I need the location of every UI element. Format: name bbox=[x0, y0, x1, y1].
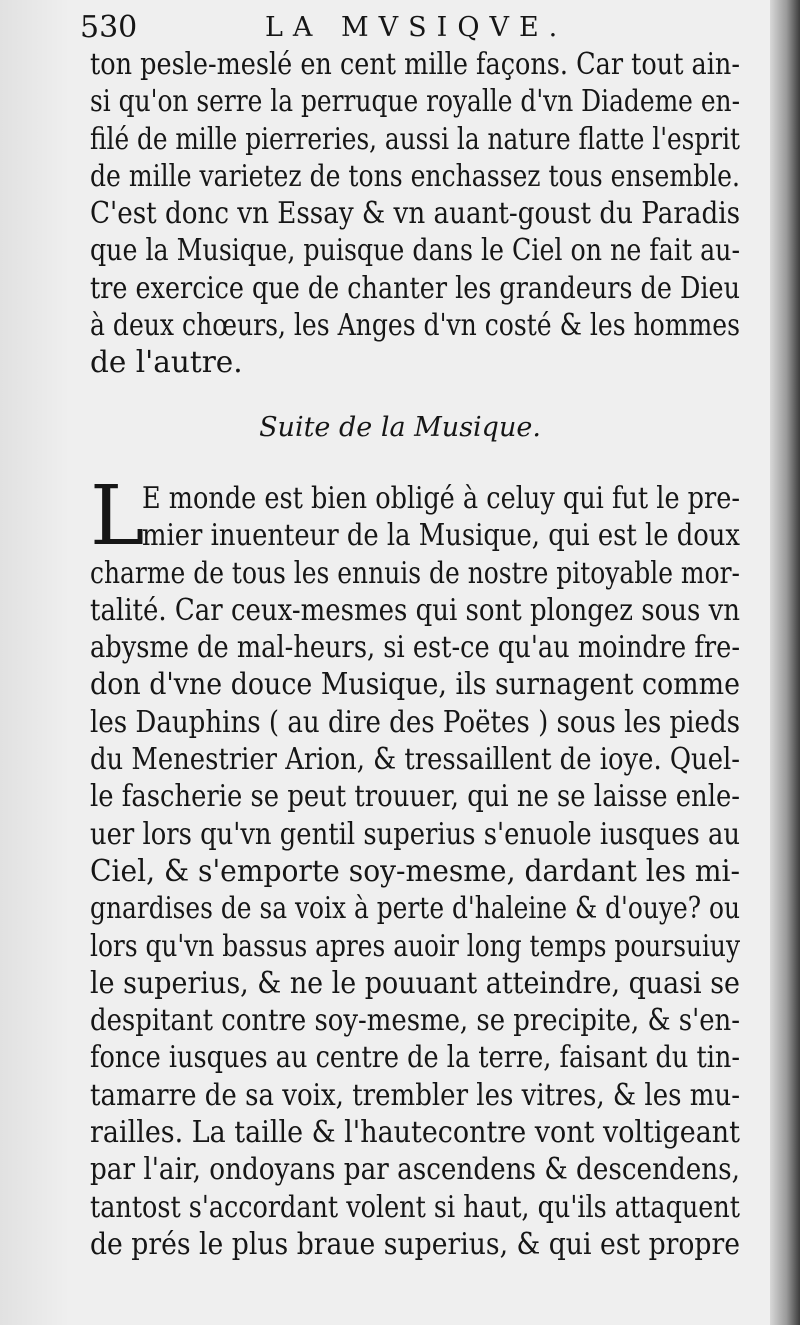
text-line: filé de mille pierreries, aussi la nature flatte l'esprit bbox=[90, 121, 740, 156]
text-line: E monde est bien obligé à celuy qui fut le pre- bbox=[142, 481, 740, 515]
text-line: le fascherie se peut trouuer, qui ne se laisse enle- bbox=[90, 779, 740, 814]
drop-cap: L bbox=[90, 469, 145, 564]
text-line: lors qu'vn bassus apres auoir long temps poursuiuy bbox=[90, 928, 740, 963]
text-line: tre exercice que de chanter les grandeurs de Dieu bbox=[90, 270, 740, 305]
page-number: 530 bbox=[80, 10, 138, 45]
text-line: de l'autre. bbox=[90, 345, 243, 380]
page-fold-shadow bbox=[0, 0, 70, 1325]
text-line: don d'vne douce Musique, ils surnagent comme bbox=[90, 667, 740, 702]
text-line: tamarre de sa voix, trembler les vitres, & les mu- bbox=[90, 1077, 740, 1112]
running-head: LA MVSIQVE. bbox=[265, 12, 568, 43]
text-line: charme de tous les ennuis de nostre pitoyable mor- bbox=[90, 555, 740, 590]
section-body bbox=[90, 469, 775, 1263]
text-line: railles. La taille & l'hautecontre vont voltigeant bbox=[90, 1115, 740, 1150]
text-line: talité. Car ceux-mesmes qui sont plongez sous vn bbox=[90, 592, 740, 627]
paragraph-continued bbox=[90, 46, 775, 382]
text-line: le superius, & ne le pouuant atteindre, quasi se bbox=[90, 965, 740, 1000]
page-header bbox=[80, 8, 770, 48]
text-line: de mille varietez de tons enchassez tous ensemble. bbox=[90, 158, 740, 193]
book-gutter-edge bbox=[770, 0, 800, 1325]
text-line: mier inuenteur de la Musique, qui est le doux bbox=[142, 518, 740, 553]
section-heading: Suite de la Musique. bbox=[259, 412, 541, 443]
text-line: du Menestrier Arion, & tressaillent de ioye. Quel- bbox=[90, 742, 740, 777]
text-line: Ciel, & s'emporte soy-mesme, dardant les mi- bbox=[90, 853, 740, 888]
text-line: tantost s'accordant volent si haut, qu'ils attaquent bbox=[90, 1189, 740, 1224]
text-line: par l'air, ondoyans par ascendens & descendens, bbox=[90, 1152, 740, 1187]
text-line: fonce iusques au centre de la terre, faisant du tin- bbox=[90, 1040, 740, 1075]
text-line: C'est donc vn Essay & vn auant-goust du Paradis bbox=[90, 196, 740, 231]
text-line: despitant contre soy-mesme, se precipite, & s'en- bbox=[90, 1003, 740, 1038]
text-line: uer lors qu'vn gentil superius s'enuole iusques au bbox=[90, 816, 740, 851]
text-line: à deux chœurs, les Anges d'vn costé & les hommes bbox=[90, 308, 740, 343]
text-line: les Dauphins ( au dire des Poëtes ) sous les pieds bbox=[90, 704, 740, 739]
text-line: ton pesle-meslé en cent mille façons. Car tout ain- bbox=[90, 47, 740, 81]
text-line: si qu'on serre la perruque royalle d'vn Diademe en- bbox=[90, 84, 740, 119]
text-line: gnardises de sa voix à perte d'haleine & d'ouye? ou bbox=[90, 891, 740, 926]
text-line: que la Musique, puisque dans le Ciel on ne fait au- bbox=[90, 233, 740, 268]
text-line: de prés le plus braue superius, & qui est propre bbox=[90, 1226, 740, 1261]
text-line: abysme de mal-heurs, si est-ce qu'au moindre fre- bbox=[90, 630, 740, 665]
